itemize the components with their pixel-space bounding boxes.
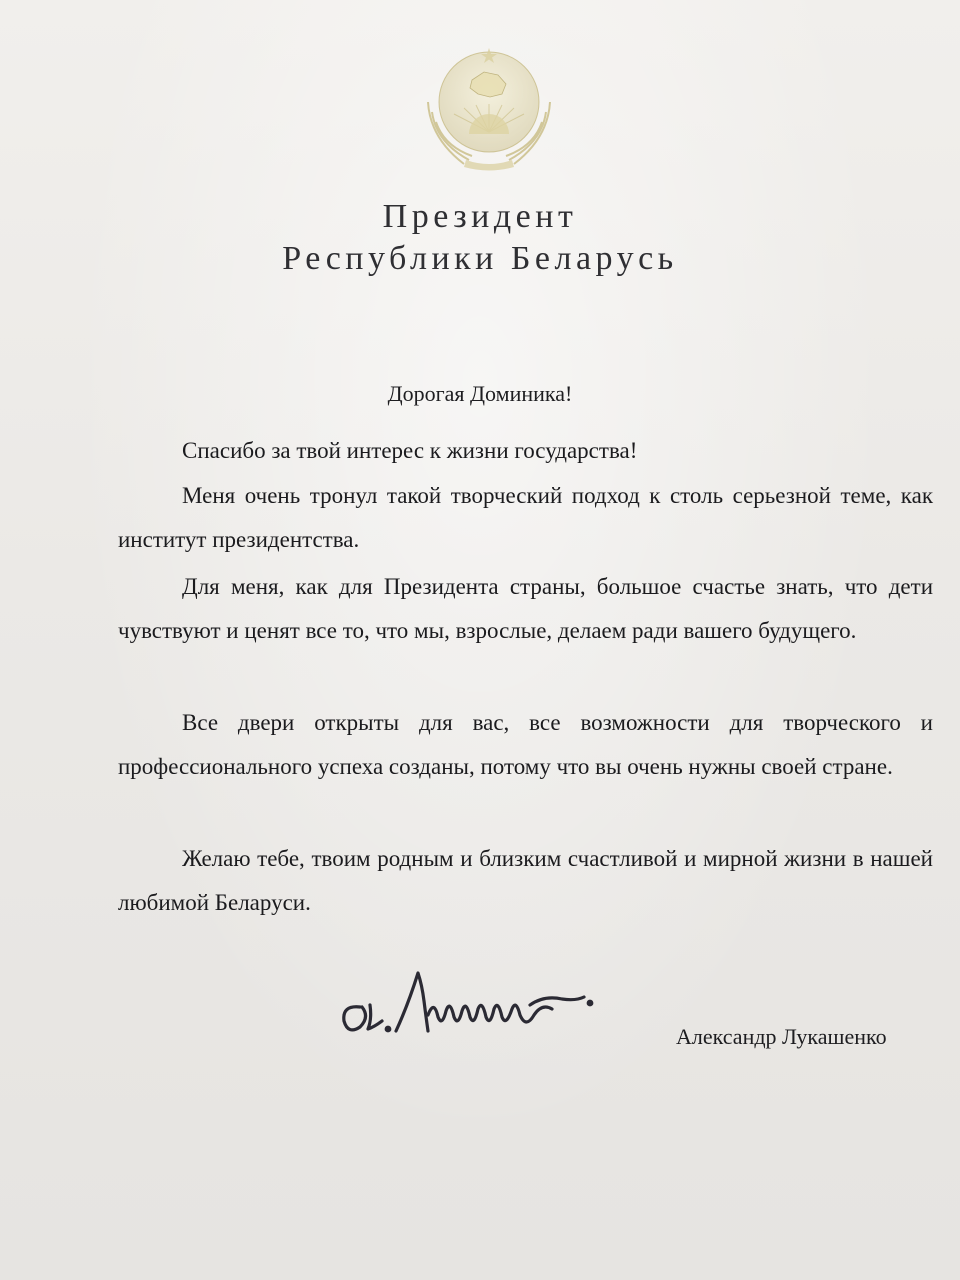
state-emblem-icon [414, 42, 564, 172]
paragraph-4: Все двери открыты для вас, все возможности для творческого и профессионального успеха созданы, потому что вы очень нужны своей стране. [118, 710, 933, 779]
paragraph-3: Для меня, как для Президента страны, большое счастье знать, что дети чувствуют и ценят все то, что мы, взрослые, делаем ради вашего будущего. [118, 574, 933, 643]
paragraph-5: Желаю тебе, твоим родным и близким счастливой и мирной жизни в нашей любимой Беларуси. [118, 846, 933, 915]
letterhead-title: Президент [382, 198, 578, 235]
salutation: Дорогая Доминика! [387, 381, 573, 406]
paragraph-2: Меня очень тронул такой творческий подход к столь серьезной теме, как институт президентства. [118, 483, 933, 552]
handwritten-signature-icon [330, 955, 600, 1045]
paragraph-1: Спасибо за твой интерес к жизни государства! [182, 438, 638, 463]
letterhead-subtitle: Республики Беларусь [282, 240, 678, 277]
signer-name: Александр Лукашенко [676, 1024, 887, 1049]
